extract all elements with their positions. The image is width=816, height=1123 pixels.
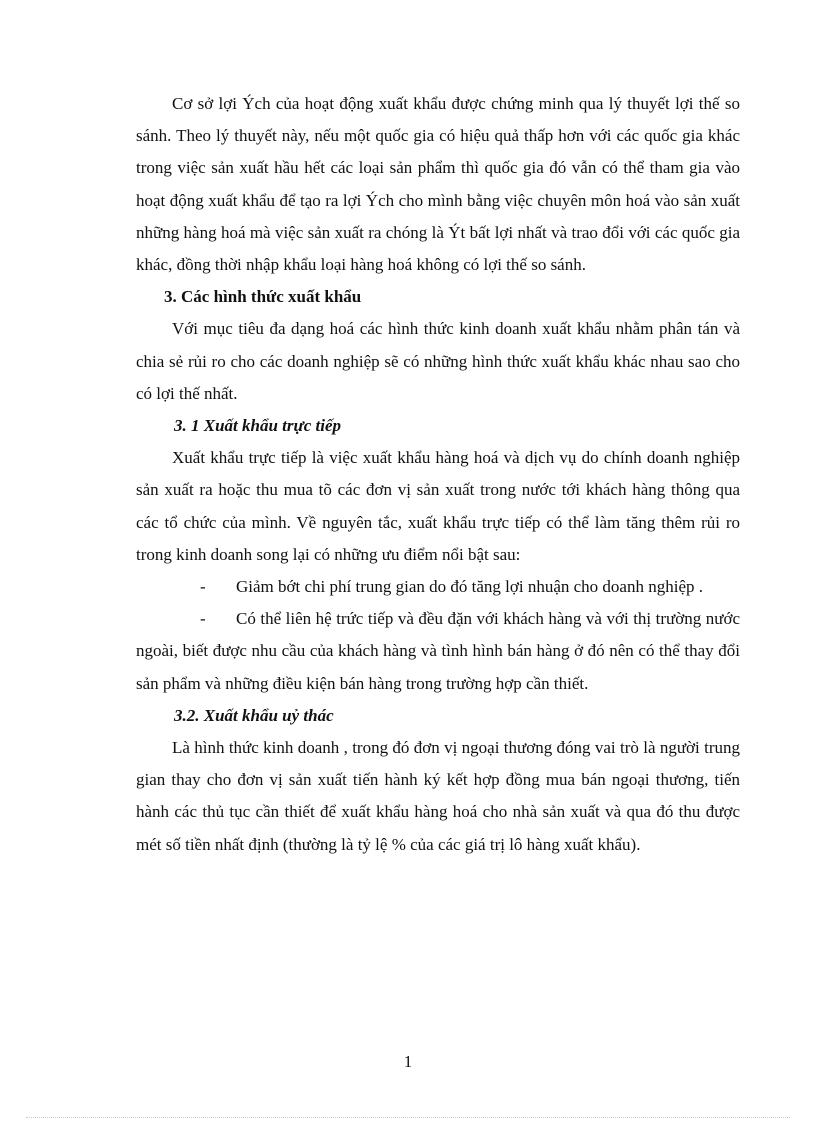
subheading-entrusted-export: 3.2. Xuất khẩu uỷ thác [174,705,334,725]
paragraph-direct-export: Xuất khẩu trực tiếp là việc xuất khẩu hàng hoá và dịch vụ do chính doanh nghiệp sản xuất ra hoặc thu mua tõ các đơn vị sản xuất trong nước tới khách hàng thông qua các tổ chức của mình. Về nguyên tắc, xuất khẩu trực tiếp có thể làm tăng thêm rủi ro trong kinh doanh song lại có những ưu điểm nổi bật sau: [136,448,740,564]
bullet-item-1 [136,571,740,603]
document-page [136,88,740,861]
paragraph-entrusted-export: Là hình thức kinh doanh , trong đó đơn vị ngoại thương đóng vai trò là người trung gian thay cho đơn vị sản xuất tiến hành ký kết hợp đồng mua bán ngoại thương, tiến hành các thủ tục cần thiết để xuất khẩu hàng hoá cho nhà sản xuất và qua đó thu được mét số tiền nhất định (thường là tỷ lệ % của các giá trị lô hàng xuất khẩu). [136,738,740,854]
paragraph-export-forms: Với mục tiêu đa dạng hoá các hình thức kinh doanh xuất khẩu nhằm phân tán và chia sẻ rủi ro cho các doanh nghiệp sẽ có những hình thức xuất khẩu khác nhau sao cho có lợi thế nhất. [136,319,740,403]
subheading-direct-export: 3. 1 Xuất khẩu trực tiếp [174,416,341,436]
bullet-text-2: Có thể liên hệ trức tiếp và đều đặn với khách hàng và với thị trường nước ngoài, biết được nhu cầu của khách hàng và tình hình bán hàng ở đó nên có thể thay đổi sản phẩm và những điều kiện bán hàng trong trường hợp cần thiết. [136,609,740,693]
page-bottom-dotted-line [26,1117,790,1118]
heading-export-forms: 3. Các hình thức xuất khẩu [164,287,362,307]
paragraph-comparative-advantage: Cơ sở lợi Ých của hoạt động xuất khẩu được chứng minh qua lý thuyết lợi thế so sánh. Theo lý thuyết này, nếu một quốc gia có hiệu quả thấp hơn với các quốc gia khác trong việc sản xuất hầu hết các loại sản phẩm thì quốc gia đó vẫn có thể tham gia vào hoạt động xuất khẩu để tạo ra lợi Ých cho mình bằng việc chuyên môn hoá vào sản xuất những hàng hoá mà việc sản xuất ra chóng là Ýt bất lợi nhất và trao đổi với các quốc gia khác, đồng thời nhập khẩu loại hàng hoá không có lợi thế so sánh. [136,94,740,275]
bullet-dash: - [200,577,206,597]
bullet-item-2 [136,603,740,700]
page-number: 1 [403,1052,413,1071]
bullet-dash: - [200,609,206,629]
bullet-text-1: Giảm bớt chi phí trung gian do đó tăng lợi nhuận cho doanh nghiệp . [236,577,703,597]
